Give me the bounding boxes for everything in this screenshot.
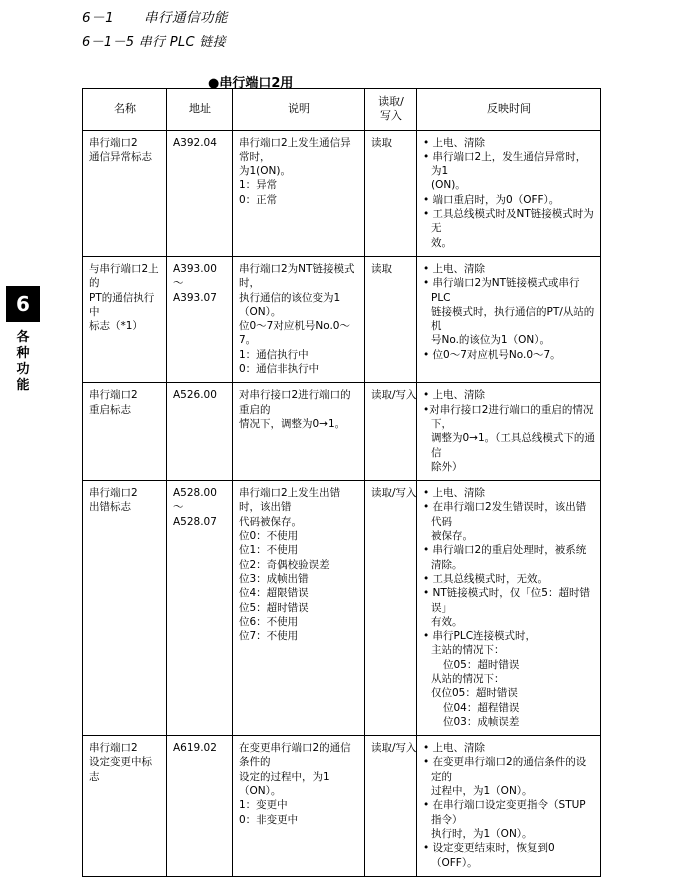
text-line: • 上电、清除: [423, 262, 486, 275]
cell-reflect-time: [417, 383, 601, 481]
table-row: [83, 130, 601, 256]
text-line: •对串行接口2进行端口的重启的情况下，: [423, 403, 594, 430]
chapter-tab-number: 6: [6, 286, 40, 322]
cell-reflect-time: [417, 736, 601, 877]
text-line: 串行端口2: [89, 389, 138, 402]
text-line: 位03：成帧误差: [443, 715, 520, 728]
text-line: 读取/写入: [371, 742, 417, 755]
text-line: 代码被保存。: [239, 515, 302, 528]
cell-description: [233, 130, 365, 256]
text-line: 读取: [371, 136, 392, 149]
text-line: 链接模式时，执行通信的PT/从站的机: [431, 305, 595, 333]
section-title: 串行通信功能: [144, 10, 228, 26]
text-line: • 串行PLC连接模式时，: [423, 630, 537, 643]
cell-address: [167, 130, 233, 256]
text-line: 串行端口2为NT链接模式时，: [239, 262, 355, 290]
text-line: • 在串行端口2发生错误时，该出错代码: [423, 501, 587, 528]
cell-address: [167, 736, 233, 877]
text-line: 位3：成帧出错: [239, 572, 309, 585]
text-line: 位7：不使用: [239, 630, 299, 643]
text-line: • 端口重启时，为0（OFF）。: [423, 193, 560, 206]
text-line: • 串行端口2的重启处理时，被系统清除。: [423, 544, 587, 571]
text-line: 情况下，调整为0→1。: [239, 417, 346, 430]
page-header: [82, 6, 642, 50]
text-line: A393.00～: [173, 262, 217, 290]
text-line: 执行通信的该位变为1（ON）。: [239, 291, 341, 318]
chapter-tab-label: 各种功能: [16, 330, 30, 393]
text-line: 串行端口2上发生通信异常时，: [239, 136, 351, 163]
section-heading: [82, 6, 642, 26]
cell-description: [233, 481, 365, 736]
column-header-address: 地址: [167, 89, 233, 131]
text-line: A528.00～: [173, 487, 217, 514]
text-line: 读取/写入: [371, 389, 417, 402]
text-line: 位0～7对应机号No.0～7。: [239, 320, 350, 347]
text-line: 读取: [371, 262, 392, 275]
text-line: 1：通信执行中: [239, 348, 309, 361]
text-line: • 上电、清除: [423, 487, 486, 500]
text-line: • 串行端口2为NT链接模式或串行PLC: [423, 277, 580, 304]
text-line: 串行端口2上发生出错时，该出错: [239, 487, 341, 514]
subsection-heading: 6－1－5 串行 PLC 链接: [82, 35, 226, 50]
text-line: 位04：超程错误: [443, 701, 520, 714]
table-row: [83, 383, 601, 481]
text-line: 0：正常: [239, 193, 278, 206]
text-line: PT的通信执行中: [89, 291, 155, 318]
text-line: • 上电、清除: [423, 136, 486, 149]
column-header-reflect-time: 反映时间: [417, 89, 601, 131]
text-line: 位4：超限错误: [239, 587, 309, 600]
table-row: [83, 256, 601, 382]
cell-description: [233, 256, 365, 382]
text-line: 位2：奇偶校验误差: [239, 558, 330, 571]
text-line: 被保存。: [431, 530, 473, 543]
cell-address: [167, 481, 233, 736]
text-line: 调整为0→1。（工具总线模式下的通信: [431, 432, 595, 459]
text-line: • 在变更串行端口2的通信条件的设定的: [423, 756, 587, 783]
cell-description: [233, 736, 365, 877]
cell-reflect-time: [417, 256, 601, 382]
text-line: 位5：超时错误: [239, 601, 309, 614]
cell-name: [83, 383, 167, 481]
text-line: 串行端口2: [89, 742, 138, 755]
column-header-readwrite-line2: 写入: [380, 109, 402, 123]
cell-name: [83, 736, 167, 877]
text-line: 执行时，为1（ON）。: [431, 827, 533, 840]
text-line: • 工具总线模式时，无效。: [423, 572, 549, 585]
text-line: 主站的情况下：: [431, 644, 505, 657]
text-line: • 在串行端口设定变更指令（STUP指令）: [423, 799, 586, 826]
text-line: 有效。: [431, 615, 463, 628]
column-header-name: 名称: [83, 89, 167, 131]
text-line: 0：非变更中: [239, 813, 299, 826]
table-row: [83, 481, 601, 736]
text-line: A619.02: [173, 742, 217, 755]
cell-readwrite: [365, 736, 417, 877]
text-line: 与串行端口2上的: [89, 262, 159, 290]
cell-readwrite: [365, 130, 417, 256]
text-line: 号No.的该位为1（ON）。: [431, 334, 550, 347]
text-line: 标志（*1）: [89, 320, 143, 333]
cell-readwrite: [365, 256, 417, 382]
text-line: 串行端口2: [89, 487, 138, 500]
text-line: • 设定变更结束时，恢复到0（OFF）。: [423, 842, 555, 869]
text-line: A393.07: [173, 291, 217, 304]
text-line: • 位0～7对应机号No.0～7。: [423, 348, 561, 361]
text-line: 读取/写入: [371, 487, 417, 500]
cell-address: [167, 256, 233, 382]
text-line: 位05：超时错误: [443, 658, 520, 671]
text-line: • 工具总线模式时及NT链接模式时为无: [423, 208, 594, 235]
text-line: A528.07: [173, 515, 217, 528]
text-line: 1：变更中: [239, 799, 288, 812]
text-line: 0：通信非执行中: [239, 363, 320, 376]
cell-name: [83, 256, 167, 382]
text-line: 为1(ON)。: [239, 165, 291, 178]
table-title: ●串行端口2用: [208, 76, 294, 91]
text-line: 串行端口2: [89, 136, 138, 149]
table-body: [83, 130, 601, 876]
column-header-readwrite: [365, 89, 417, 131]
text-line: 在变更串行端口2的通信条件的: [239, 742, 351, 769]
text-line: • 串行端口2上，发生通信异常时，为1: [423, 150, 587, 178]
text-line: A392.04: [173, 136, 217, 149]
cell-address: [167, 383, 233, 481]
text-line: • NT链接模式时，仅「位5：超时错误」: [423, 587, 590, 614]
text-line: A526.00: [173, 389, 217, 402]
section-number: 6－1: [82, 10, 115, 26]
cell-description: [233, 383, 365, 481]
cell-name: [83, 481, 167, 736]
cell-readwrite: [365, 383, 417, 481]
text-line: • 上电、清除: [423, 742, 486, 755]
text-line: 仅位05：超时错误: [431, 687, 518, 700]
text-line: 通信异常标志: [89, 150, 152, 163]
text-line: 1：异常: [239, 179, 278, 192]
text-line: 位6：不使用: [239, 615, 299, 628]
text-line: (ON)。: [431, 179, 466, 192]
text-line: 效。: [431, 236, 452, 249]
column-header-readwrite-line1: 读取/: [378, 95, 404, 108]
text-line: 位1：不使用: [239, 544, 299, 557]
cell-reflect-time: [417, 130, 601, 256]
cell-reflect-time: [417, 481, 601, 736]
cell-name: [83, 130, 167, 256]
text-line: 位0：不使用: [239, 530, 299, 543]
text-line: 过程中，为1（ON）。: [431, 785, 533, 798]
column-header-description: 说明: [233, 89, 365, 131]
text-line: 除外）: [431, 460, 463, 473]
register-flags-table: [82, 88, 601, 877]
text-line: 设定的过程中，为1（ON）。: [239, 770, 330, 798]
text-line: • 上电、清除: [423, 389, 486, 402]
text-line: 设定变更中标志: [89, 756, 152, 783]
text-line: 重启标志: [89, 403, 131, 416]
text-line: 出错标志: [89, 501, 131, 514]
text-line: 从站的情况下：: [431, 672, 505, 685]
text-line: 对串行接口2进行端口的重启的: [239, 389, 351, 416]
cell-readwrite: [365, 481, 417, 736]
table-header-row: [83, 89, 601, 131]
table-row: [83, 736, 601, 877]
